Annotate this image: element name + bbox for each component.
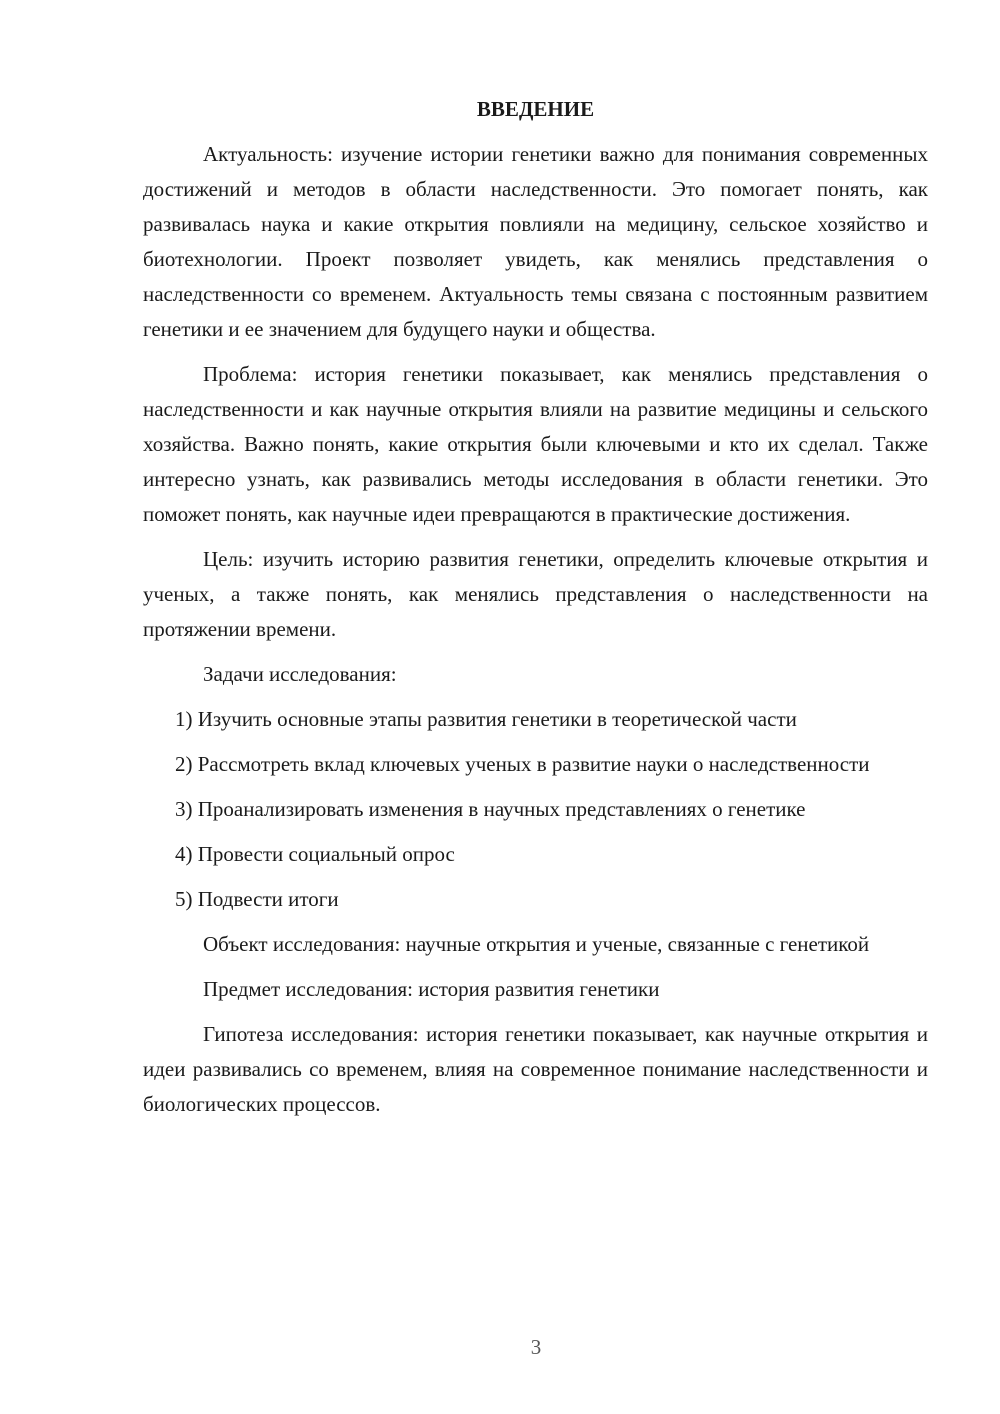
- tasks-heading: Задачи исследования:: [203, 662, 397, 686]
- paragraph-goal: Цель: изучить историю развития генетики, определить ключевые открытия и ученых, а также понять, как менялись представления о наследственности на протяжении времени.: [143, 547, 928, 641]
- task-item-5: 5) Подвести итоги: [175, 887, 339, 911]
- paragraph-problem: Проблема: история генетики показывает, как менялись представления о наследственности и как научные открытия влияли на развитие медицины и сельского хозяйства. Важно понять, какие открытия были ключевыми и кто их сделал. Также интересно узнать, как развивались методы исследования в области генетики. Это поможет понять, как научные идеи превращаются в практические достижения.: [143, 362, 928, 526]
- task-item-2: 2) Рассмотреть вклад ключевых ученых в развитие науки о наследственности: [175, 752, 870, 776]
- paragraph-relevance: Актуальность: изучение истории генетики важно для понимания современных достижений и методов в области наследственности. Это помогает понять, как развивалась наука и какие открытия повлияли на медицину, сельское хозяйство и биотехнологии. Проект позволяет увидеть, как менялись представления о наследственности со временем. Актуальность темы связана с постоянным развитием генетики и ее значением для будущего науки и общества.: [143, 142, 928, 341]
- paragraph-hypothesis: Гипотеза исследования: история генетики показывает, как научные открытия и идеи развивались со временем, влияя на современное понимание наследственности и биологических процессов.: [143, 1022, 928, 1116]
- paragraph-object: Объект исследования: научные открытия и ученые, связанные с генетикой: [203, 932, 870, 956]
- page-number: 3: [530, 1335, 542, 1359]
- task-item-1: 1) Изучить основные этапы развития генетики в теоретической части: [175, 707, 797, 731]
- task-item-4: 4) Провести социальный опрос: [175, 842, 455, 866]
- section-title: ВВЕДЕНИЕ: [476, 97, 595, 121]
- task-item-3: 3) Проанализировать изменения в научных представлениях о генетике: [175, 797, 806, 821]
- document-body: [143, 92, 928, 1132]
- paragraph-subject: Предмет исследования: история развития генетики: [203, 977, 660, 1001]
